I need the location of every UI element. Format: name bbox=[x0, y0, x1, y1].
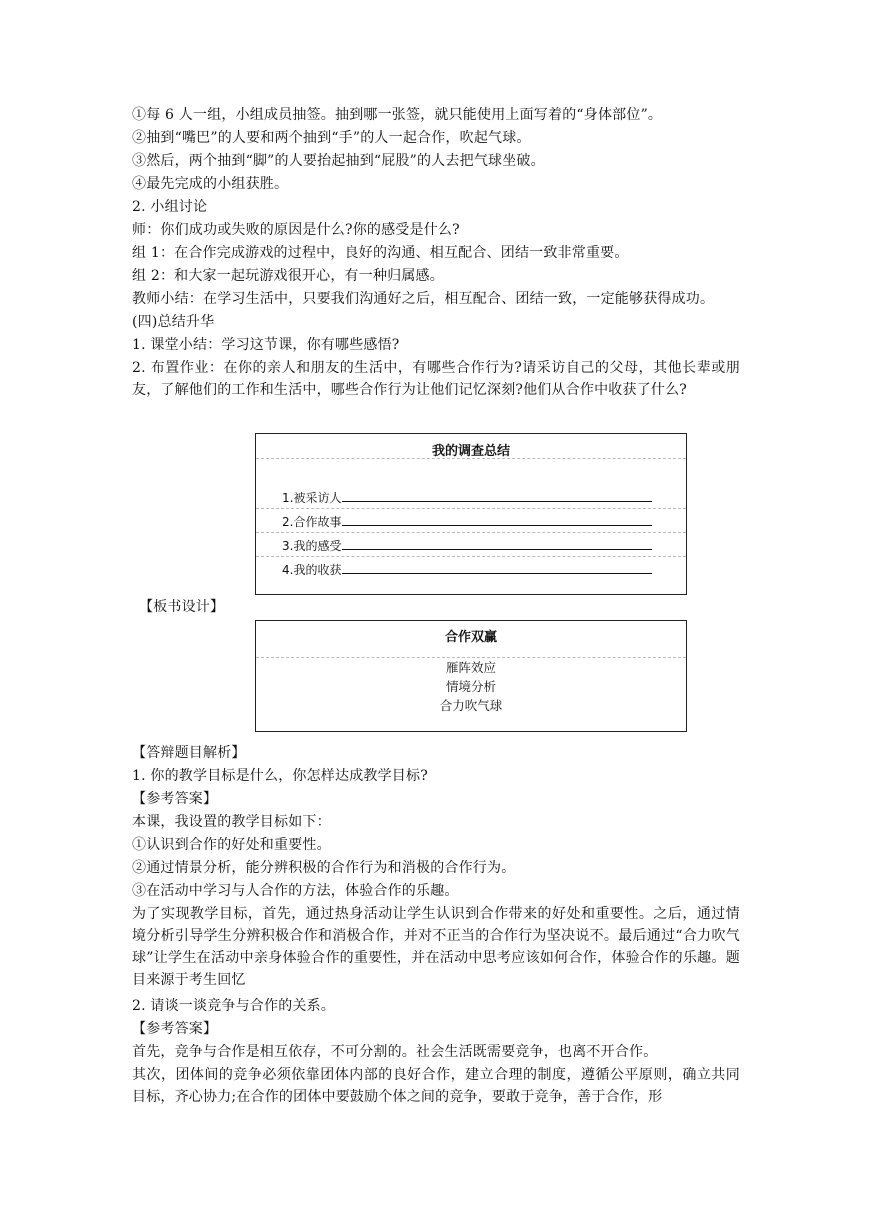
survey-box-title: 我的调查总结 bbox=[431, 444, 510, 459]
blank-line bbox=[342, 548, 652, 550]
board-line-3: 合力吹气球 bbox=[439, 698, 503, 713]
group2-answer: 组 2：和大家一起玩游戏很开心，有一种归属感。 bbox=[132, 268, 444, 284]
blank-line bbox=[342, 500, 652, 502]
discussion-heading: 2. 小组讨论 bbox=[132, 199, 208, 215]
survey-row-story bbox=[282, 513, 652, 530]
teacher-question: 师：你们成功或失败的原因是什么?你的感受是什么? bbox=[132, 222, 460, 238]
blank-line bbox=[342, 524, 652, 526]
row-divider bbox=[256, 556, 686, 557]
survey-row-label: 2.合作故事 bbox=[282, 515, 342, 529]
survey-row-interviewee bbox=[282, 489, 652, 506]
row-divider bbox=[256, 508, 686, 509]
board-design-label: 【板书设计】 bbox=[139, 599, 225, 615]
row-divider bbox=[256, 532, 686, 533]
answer-1-body: 为了实现教学目标，首先，通过热身活动让学生认识到合作带来的好处和重要性。之后，通过情境分析引导学生分辨积极合作和消极合作，并对不正当的合作行为坚决说不。最后通过“合力吹气球”让学生在活动中亲身体验合作的重要性，并在活动中思考应该如何合作，体验合作的乐趣。题目来源于考生回忆 bbox=[132, 906, 740, 988]
blank-line bbox=[342, 572, 652, 574]
survey-row-label: 3.我的感受 bbox=[282, 539, 342, 553]
survey-row-gain bbox=[282, 561, 652, 578]
teacher-summary: 教师小结：在学习生活中，只要我们沟通好之后，相互配合、团结一致，一定能够获得成功。 bbox=[132, 291, 715, 307]
qa-label: 【答辩题目解析】 bbox=[132, 745, 246, 761]
game-rule-3: ③然后，两个抽到“脚”的人要抬起抽到“屁股”的人去把气球坐破。 bbox=[132, 153, 545, 169]
summary-item-2: 2. 布置作业：在你的亲人和朋友的生活中，有哪些合作行为?请采访自己的父母，其他长辈或朋友，了解他们的工作和生活中，哪些合作行为让他们记忆深刻?他们从合作中收获了什么? bbox=[132, 360, 740, 398]
answer-2-para-2: 其次，团体间的竞争必须依靠团体内部的良好合作，建立合理的制度，遵循公平原则，确立共同目标，齐心协力;在合作的团体中要鼓励个体之间的竞争，要敢于竞争，善于合作，形 bbox=[132, 1067, 740, 1105]
survey-row-label: 4.我的收获 bbox=[282, 563, 342, 577]
game-rule-2: ②抽到“嘴巴”的人要和两个抽到“手”的人一起合作，吹起气球。 bbox=[132, 130, 531, 146]
answer-1-goal-2: ②通过情景分析，能分辨积极的合作行为和消极的合作行为。 bbox=[132, 860, 516, 876]
survey-summary-box bbox=[255, 433, 687, 595]
summary-item-1: 1. 课堂小结：学习这节课，你有哪些感悟? bbox=[132, 337, 400, 353]
game-rule-1: ①每 6 人一组，小组成员抽签。抽到哪一张签，就只能使用上面写着的“身体部位”。 bbox=[132, 107, 663, 123]
answer-1-intro: 本课，我设置的教学目标如下： bbox=[132, 814, 331, 830]
survey-row-label: 1.被采访人 bbox=[282, 491, 342, 505]
survey-title-divider bbox=[256, 458, 686, 459]
answer-1-goal-3: ③在活动中学习与人合作的方法，体验合作的乐趣。 bbox=[132, 883, 459, 899]
answer-2-para-1: 首先，竞争与合作是相互依存，不可分割的。社会生活既需要竞争，也离不开合作。 bbox=[132, 1044, 658, 1060]
board-line-2: 情境分析 bbox=[445, 679, 496, 694]
answer-1-goal-1: ①认识到合作的好处和重要性。 bbox=[132, 837, 331, 853]
group1-answer: 组 1：在合作完成游戏的过程中，良好的沟通、相互配合、团结一致非常重要。 bbox=[132, 245, 629, 261]
game-rule-4: ④最先完成的小组获胜。 bbox=[132, 176, 289, 192]
board-box-title: 合作双赢 bbox=[444, 630, 497, 645]
reference-answer-label-1: 【参考答案】 bbox=[132, 791, 218, 807]
board-line-1: 雁阵效应 bbox=[445, 660, 496, 675]
board-design-box bbox=[255, 620, 687, 732]
reference-answer-label-2: 【参考答案】 bbox=[132, 1021, 218, 1037]
survey-row-feeling bbox=[282, 537, 652, 554]
summary-heading: (四)总结升华 bbox=[132, 314, 215, 330]
question-1: 1. 你的教学目标是什么，你怎样达成教学目标? bbox=[132, 768, 428, 784]
question-2: 2. 请谈一谈竞争与合作的关系。 bbox=[132, 998, 336, 1014]
